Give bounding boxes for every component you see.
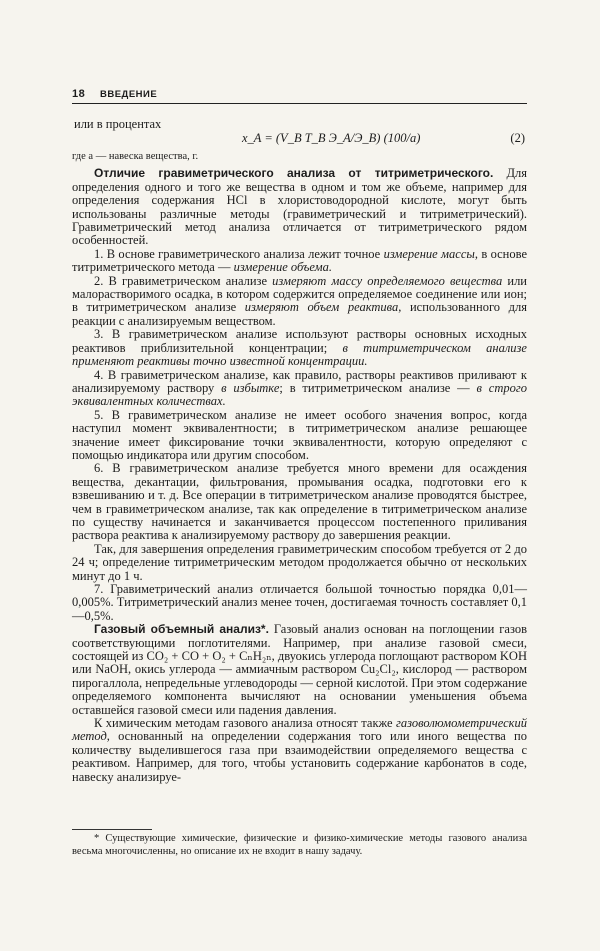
paragraph-gas-analysis: Газовый объемный анализ*. Газовый анализ основан на поглощении газов соответствующими поглотителями. Например, при анализе газовой смеси, состоящей из CO₂ + CO + O₂ + CₙH₂ₙ, двуокись углерода поглощают раствором KOH или NaOH, окись углерода — аммиачным раствором Cu₂Cl₂, кислород — раствором пирогаллола, непредельные углеводороды — серной кислотой. При этом содержание определяемого компонента вычисляют на основании уменьшения объема оставшейся газовой смеси или падения давления.: [72, 622, 527, 717]
list-item-2: 2. В гравиметрическом анализе измеряют массу определяемого вещества или малорастворимого осадка, в котором содержится определяемое соединение или ион; в титриметрическом анализе измеряют объем реактива, использованного для реакции с анализируемым веществом.: [72, 273, 528, 328]
paragraph-heading: Отличие гравиметрического анализа от титриметрического.: [94, 166, 494, 181]
page-body: [72, 118, 527, 784]
paragraph-gasovolumetric: К химическим методам газового анализа относят также газоволюмометрический метод, основанный на определении содержания того или иного вещества по количеству выделившегося газа при взаимодействии определяемого вещества с реактивом. Например, для того, чтобы установить содержание карбонатов в соде, навеску анализируе-: [72, 716, 527, 784]
list-item-7: 7. Гравиметрический анализ отличается большой точностью порядка 0,01—0,005%. Титриметрический анализ менее точен, достигаемая точность составляет 0,1—0,5%.: [72, 582, 527, 623]
equation-number: (2): [510, 131, 525, 145]
page-header: [72, 88, 527, 104]
footnote-divider: [72, 829, 152, 830]
paragraph-distinction: Отличие гравиметрического анализа от титриметрического. Для определения одного и того же вещества в одном и том же объеме, например для определения содержания HCl в хлористоводородной кислоте, могут быть использованы различные методы (гравиметрический и титриметрический). Гравиметрический метод анализа отличается от титриметрического рядом особенностей.: [72, 166, 527, 248]
formula-expression: x_A = (V_B T_B Э_A/Э_B) (100/a): [242, 131, 421, 145]
list-item-6-continuation: Так, для завершения определения гравиметрическим способом требуется от 2 до 24 ч; определение титриметрическим методом продолжается обычно от нескольких минут до 1 ч.: [72, 541, 527, 583]
section-title: ВВЕДЕНИЕ: [100, 89, 158, 100]
footnote: * Существующие химические, физические и физико-химические методы газового анализа весьма многочисленны, но описание их не входит в нашу задачу.: [72, 833, 527, 857]
formula-where: где a — навеска вещества, г.: [72, 151, 199, 162]
paragraph-heading: Газовый объемный анализ*.: [94, 622, 269, 637]
list-item-1: 1. В основе гравиметрического анализа лежит точное измерение массы, в основе титриметрического метода — измерение объема.: [72, 246, 528, 275]
list-item-6: 6. В гравиметрическом анализе требуется много времени для осаждения вещества, декантации, фильтрования, промывания осадка, подготовки его к взвешиванию и т. д. Все операции в титриметрическом анализе проводятся быстрее, чем в гравиметрическом анализе, так как определение в титриметрическом анализе по существу начинается и заканчивается процессом постепенного приливания раствора реактива к анализируемому раствору до завершения реакции.: [72, 461, 527, 543]
formula-lead: или в процентах: [74, 117, 162, 131]
formula-block: [72, 118, 527, 146]
page-number: 18: [72, 88, 86, 100]
list-item-4: 4. В гравиметрическом анализе, как правило, растворы реактивов приливают к анализируемому раствору в избытке; в титриметрическом анализе — в строго эквивалентных количествах.: [72, 367, 527, 409]
list-item-3: 3. В гравиметрическом анализе используют растворы основных исходных реактивов приблизительной концентрации; в титриметрическом анализе применяют реактивы точно известной концентрации.: [72, 327, 527, 369]
list-item-5: 5. В гравиметрическом анализе не имеет особого значения вопрос, когда наступил момент эквивалентности; в титриметрическом анализе решающее значение имеет фиксирование точки эквивалентности, которую определяют с помощью индикатора или другим способом.: [72, 407, 527, 462]
